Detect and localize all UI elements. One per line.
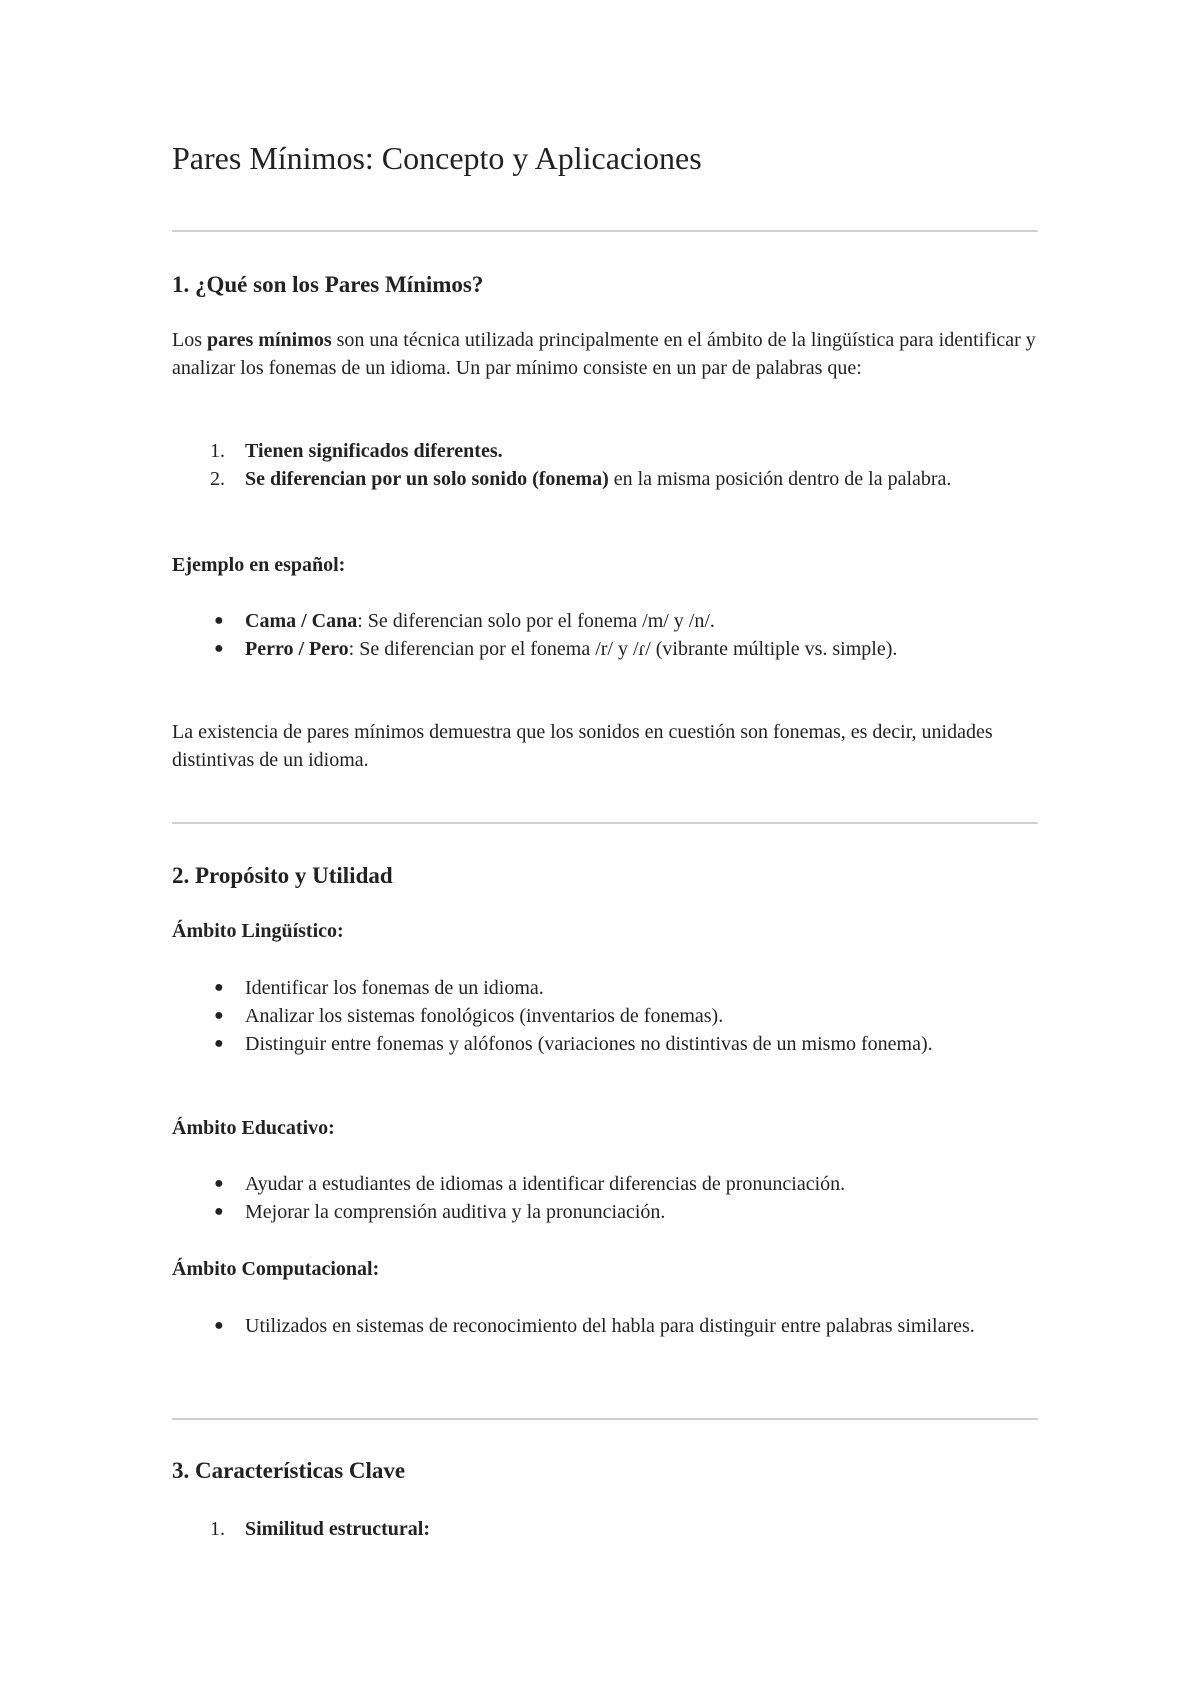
educational-list: [172, 1170, 1038, 1226]
list-item-text: Distinguir entre fonemas y alófonos (variaciones no distintivas de un mismo fonema).: [245, 1033, 933, 1055]
list-item: [172, 1515, 1038, 1543]
example-text: : Se diferencian solo por el fonema /m/ y /n/.: [357, 610, 715, 632]
example-label: Ejemplo en español:: [172, 554, 346, 576]
document-title: Pares Mínimos: Concepto y Aplicaciones: [172, 140, 702, 176]
bullet-icon: ●: [214, 1203, 224, 1220]
list-item: [172, 1002, 1038, 1030]
bullet-icon: ●: [214, 1175, 224, 1192]
list-item-bold: Se diferencian por un solo sonido (fonema): [245, 468, 609, 490]
list-number: 1.: [210, 440, 225, 462]
example-text: : Se diferencian por el fonema /r/ y /ɾ/ (vibrante múltiple vs. simple).: [348, 638, 898, 660]
list-item: [172, 437, 1038, 465]
list-item-bold: Tienen significados diferentes.: [245, 440, 503, 462]
section-1-intro: [172, 326, 1038, 382]
linguistic-list: [172, 974, 1038, 1058]
divider-3: [172, 1418, 1038, 1420]
list-item: [172, 1198, 1038, 1226]
example-pair: Cama / Cana: [245, 610, 358, 632]
list-item: [172, 974, 1038, 1002]
list-item: [172, 465, 1038, 493]
example-list: [172, 607, 1038, 663]
list-item-text: Mejorar la comprensión auditiva y la pronunciación.: [245, 1201, 666, 1223]
list-item: [172, 1170, 1038, 1198]
list-item-text: en la misma posición dentro de la palabra.: [608, 468, 952, 490]
intro-post: son una técnica utilizada principalmente en el ámbito de la lingüística para identificar y analizar los fonemas de un idioma. Un par mínimo consiste en un par de palabras que:: [172, 329, 1036, 379]
section-3-ordered-list: [172, 1515, 1038, 1543]
bullet-icon: ●: [214, 1007, 224, 1024]
bullet-icon: ●: [214, 640, 224, 657]
list-item: [172, 1030, 1038, 1058]
list-item-text: Identificar los fonemas de un idioma.: [245, 977, 544, 999]
section-2-heading: 2. Propósito y Utilidad: [172, 863, 393, 888]
list-number: 1.: [210, 1518, 225, 1540]
list-item-bold: Similitud estructural:: [245, 1518, 430, 1540]
bullet-icon: ●: [214, 612, 224, 629]
list-item-text: Analizar los sistemas fonológicos (inventarios de fonemas).: [245, 1005, 724, 1027]
section-1-ordered-list: [172, 437, 1038, 493]
divider-1: [172, 230, 1038, 232]
section-1-heading: 1. ¿Qué son los Pares Mínimos?: [172, 272, 484, 297]
intro-pre: Los: [172, 329, 207, 351]
list-number: 2.: [210, 468, 225, 490]
section-1-conclusion: La existencia de pares mínimos demuestra que los sonidos en cuestión son fonemas, es decir, unidades distintivas de un idioma.: [172, 721, 993, 771]
section-3-heading: 3. Características Clave: [172, 1458, 406, 1483]
bullet-icon: ●: [214, 979, 224, 996]
bullet-icon: ●: [214, 1317, 224, 1334]
list-item: [172, 607, 1038, 635]
list-item: [172, 635, 1038, 663]
computational-list: [172, 1312, 1038, 1340]
list-item: [172, 1312, 1038, 1340]
computational-label: Ámbito Computacional:: [172, 1258, 380, 1280]
list-item-text: Utilizados en sistemas de reconocimiento del habla para distinguir entre palabras similares.: [245, 1315, 975, 1337]
bullet-icon: ●: [214, 1035, 224, 1052]
example-pair: Perro / Pero: [245, 638, 349, 660]
divider-2: [172, 822, 1038, 824]
intro-bold: pares mínimos: [207, 329, 332, 351]
linguistic-label: Ámbito Lingüístico:: [172, 920, 344, 942]
educational-label: Ámbito Educativo:: [172, 1117, 335, 1139]
list-item-text: Ayudar a estudiantes de idiomas a identificar diferencias de pronunciación.: [245, 1173, 846, 1195]
